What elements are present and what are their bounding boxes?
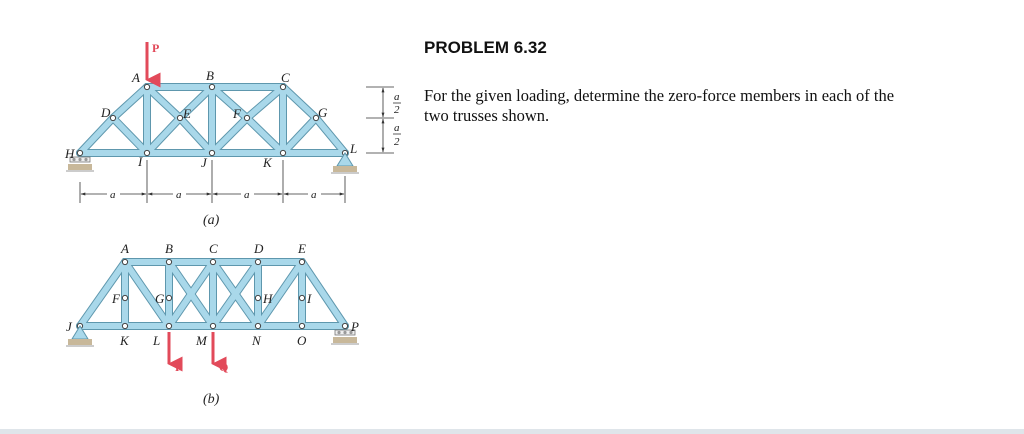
svg-text:a: a: [394, 122, 400, 134]
svg-text:K: K: [263, 155, 272, 170]
svg-text:J: J: [201, 155, 207, 170]
svg-text:B: B: [206, 68, 214, 83]
svg-text:I: I: [307, 291, 312, 306]
svg-text:J: J: [66, 319, 72, 334]
svg-text:a: a: [244, 189, 250, 201]
svg-text:C: C: [281, 70, 290, 85]
dimension-line-horizontal: [80, 160, 345, 203]
load-q-label: Q: [219, 360, 229, 374]
svg-text:I: I: [138, 154, 143, 169]
dimension-labels: [110, 189, 317, 201]
caption-a: (a): [203, 213, 220, 228]
svg-text:B: B: [165, 241, 173, 256]
svg-text:F: F: [112, 291, 120, 306]
svg-text:A: A: [132, 70, 140, 85]
caption-b: (b): [203, 392, 220, 407]
svg-text:N: N: [252, 333, 261, 348]
dimension-line-vertical: [366, 87, 394, 153]
problem-title: PROBLEM 6.32: [424, 38, 547, 57]
svg-text:D: D: [101, 105, 111, 120]
svg-text:F: F: [233, 106, 241, 121]
svg-text:L: L: [350, 141, 358, 156]
svg-text:P: P: [351, 319, 359, 334]
svg-text:O: O: [297, 333, 307, 348]
svg-text:a: a: [394, 91, 400, 103]
svg-text:G: G: [155, 291, 165, 306]
svg-text:L: L: [153, 333, 161, 348]
svg-text:E: E: [183, 106, 191, 121]
load-p-label: P: [175, 360, 183, 374]
truss-a-members: [80, 87, 345, 153]
load-p-label: P: [152, 41, 160, 55]
svg-text:H: H: [65, 146, 75, 161]
svg-text:C: C: [209, 241, 218, 256]
problem-statement: For the given loading, determine the zero-force members in each of the two trusses shown.: [424, 86, 895, 125]
svg-text:a: a: [311, 189, 317, 201]
bottom-scroll-bar: [0, 429, 1024, 434]
truss-figure: [0, 0, 410, 434]
svg-text:M: M: [196, 333, 207, 348]
svg-text:2: 2: [394, 136, 400, 148]
truss-a: [64, 41, 401, 228]
truss-b: [66, 241, 359, 407]
svg-text:H: H: [263, 291, 273, 306]
svg-text:a: a: [110, 189, 116, 201]
svg-text:a: a: [176, 189, 182, 201]
svg-text:K: K: [120, 333, 129, 348]
svg-text:A: A: [121, 241, 129, 256]
height-fraction-labels: [393, 91, 401, 148]
svg-text:E: E: [298, 241, 306, 256]
svg-text:G: G: [318, 105, 328, 120]
svg-text:D: D: [254, 241, 264, 256]
svg-text:2: 2: [394, 104, 400, 116]
